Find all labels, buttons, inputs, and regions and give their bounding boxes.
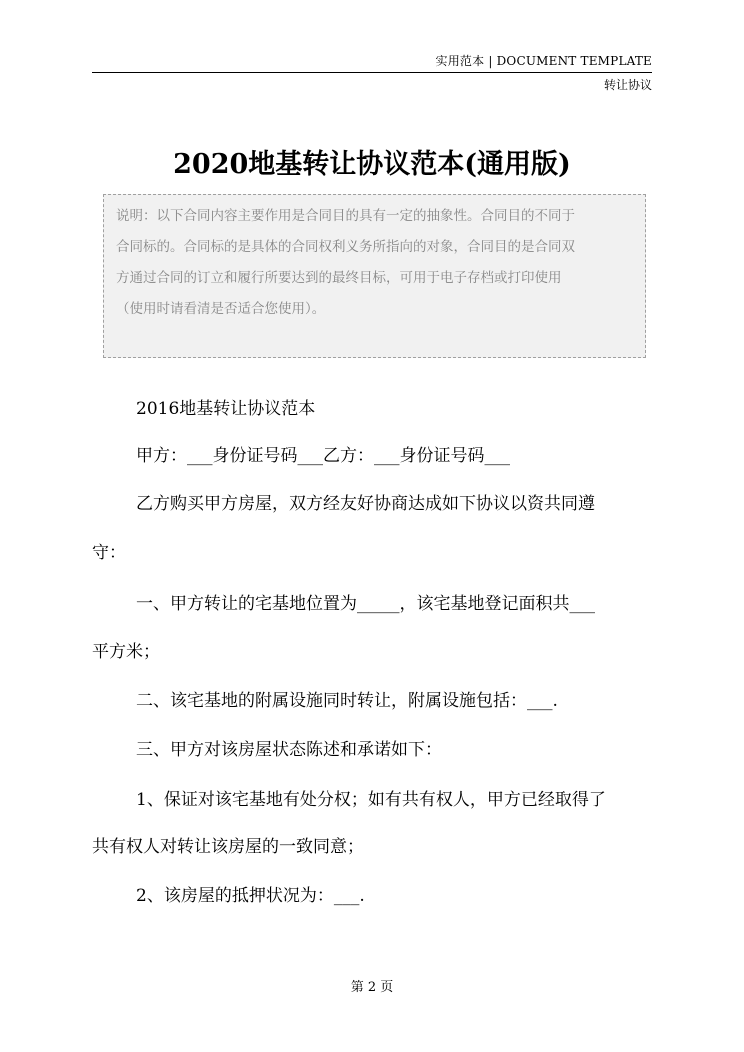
subclause-2-line: 2、该房屋的抵押状况为：___. bbox=[136, 886, 365, 906]
subclause-1-line: 1、保证对该宅基地有处分权；如有共有权人，甲方已经取得了 bbox=[136, 790, 606, 810]
clause-1-line: 平方米； bbox=[92, 642, 160, 662]
note-line: （使用时请看清是否适合您使用）。 bbox=[116, 301, 326, 317]
clause-2-line: 二、该宅基地的附属设施同时转让，附属设施包括：___. bbox=[136, 691, 558, 711]
agreement-subtitle: 2016地基转让协议范本 bbox=[136, 399, 316, 419]
page-number: 第 2 页 bbox=[350, 980, 394, 995]
header-category: 转让协议 bbox=[603, 78, 652, 92]
note-line: 方通过合同的订立和履行所要达到的最终目标，可用于电子存档或打印使用 bbox=[116, 270, 562, 286]
note-box bbox=[103, 194, 646, 358]
subclause-1-line: 共有权人对转让该房屋的一致同意； bbox=[92, 837, 364, 857]
body-paragraph-line: 守： bbox=[92, 543, 126, 563]
clause-1-line: 一、甲方转让的宅基地位置为_____，该宅基地登记面积共___ bbox=[136, 594, 595, 614]
note-line: 合同标的。合同标的是具体的合同权利义务所指向的对象，合同目的是合同双 bbox=[116, 239, 575, 255]
note-line: 说明：以下合同内容主要作用是合同目的具有一定的抽象性。合同目的不同于 bbox=[116, 208, 575, 224]
clause-3-line: 三、甲方对该房屋状态陈述和承诺如下： bbox=[136, 740, 442, 760]
document-title: 2020地基转让协议范本(通用版) bbox=[173, 149, 571, 180]
header-divider bbox=[92, 72, 652, 73]
header-tag: 实用范本 | DOCUMENT TEMPLATE bbox=[435, 54, 652, 68]
body-paragraph-line: 乙方购买甲方房屋，双方经友好协商达成如下协议以资共同遵 bbox=[136, 494, 595, 514]
party-info-line: 甲方：___身份证号码___乙方：___身份证号码___ bbox=[136, 446, 510, 466]
